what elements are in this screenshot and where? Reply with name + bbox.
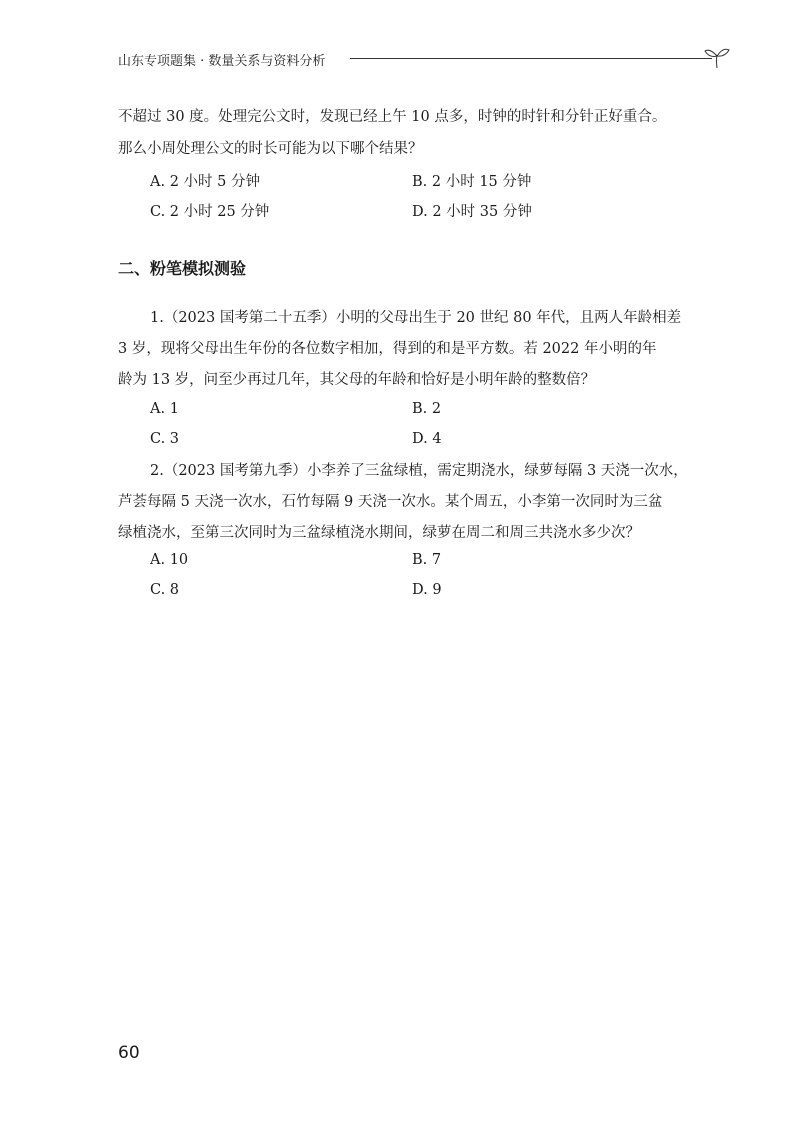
question-2-option-d: D. 9: [412, 582, 442, 598]
intro-option-b: B. 2 小时 15 分钟: [412, 174, 532, 190]
question-1-line-2: 3 岁，现将父母出生年份的各位数字相加，得到的和是平方数。若 2022 年小明的年: [118, 341, 657, 357]
question-1-option-c: C. 3: [150, 431, 180, 447]
question-2-option-c: C. 8: [150, 582, 180, 598]
sprout-icon: [704, 44, 730, 70]
intro-line-2: 那么小周处理公文的时长可能为以下哪个结果？: [118, 141, 423, 157]
intro-option-a: A. 2 小时 5 分钟: [150, 174, 260, 190]
intro-line-1: 不超过 30 度。处理完公文时，发现已经上午 10 点多，时钟的时针和分针正好重合。: [118, 109, 667, 125]
intro-option-c: C. 2 小时 25 分钟: [150, 204, 270, 220]
question-2-line-3: 绿植浇水，至第三次同时为三盆绿植浇水期间，绿萝在周二和周三共浇水多少次？: [118, 525, 640, 541]
question-2-line-2: 芦荟每隔 5 天浇一次水，石竹每隔 9 天浇一次水。某个周五，小李第一次同时为三盆: [118, 494, 663, 510]
header-title: 山东专项题集 · 数量关系与资料分析: [118, 54, 326, 69]
page-header: [118, 44, 718, 74]
question-2-option-a: A. 10: [150, 552, 189, 568]
question-1-line-1: 1.（2023 国考第二十五季）小明的父母出生于 20 世纪 80 年代，且两人年龄相差: [150, 310, 682, 326]
question-2-option-b: B. 7: [412, 552, 442, 568]
question-1-line-3: 龄为 13 岁，问至少再过几年，其父母的年龄和恰好是小明年龄的整数倍？: [118, 372, 596, 388]
question-2-line-1: 2.（2023 国考第九季）小李养了三盆绿植，需定期浇水，绿萝每隔 3 天浇一次水，: [150, 463, 688, 479]
question-1-option-a: A. 1: [150, 401, 179, 417]
header-rule: [350, 58, 712, 59]
page-number: 60: [118, 1043, 140, 1063]
section-title: 二、粉笔模拟测验: [118, 259, 247, 278]
question-1-option-b: B. 2: [412, 401, 442, 417]
intro-option-d: D. 2 小时 35 分钟: [412, 204, 532, 220]
question-1-option-d: D. 4: [412, 431, 442, 447]
